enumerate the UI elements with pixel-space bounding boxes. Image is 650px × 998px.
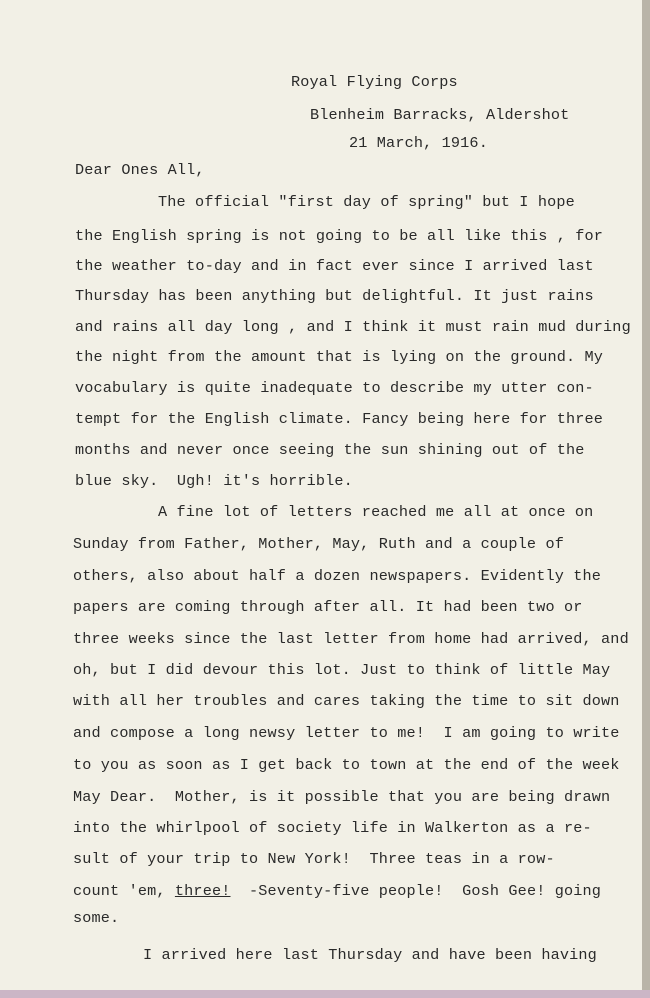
salutation: Dear Ones All, xyxy=(75,161,205,179)
paragraph1-line: The official "first day of spring" but I hope xyxy=(158,193,575,211)
letter-date: 21 March, 1916. xyxy=(349,134,488,152)
paragraph2-line: with all her troubles and cares taking the time to sit down xyxy=(73,692,620,710)
paragraph1-line: the English spring is not going to be all like this , for xyxy=(75,227,604,245)
letterhead-address: Blenheim Barracks, Aldershot xyxy=(310,106,570,124)
paragraph2-line: papers are coming through after all. It had been two or xyxy=(73,598,583,616)
text-before-underline: count 'em, xyxy=(73,882,175,900)
paragraph2-line: to you as soon as I get back to town at the end of the week xyxy=(73,756,620,774)
paragraph1-line: the night from the amount that is lying on the ground. My xyxy=(75,348,604,366)
background-strip xyxy=(0,990,650,998)
underlined-word: three! xyxy=(174,882,231,900)
paragraph2-line-emphasis xyxy=(73,882,601,900)
text-after-underline: -Seventy-five people! Gosh Gee! going xyxy=(230,882,602,900)
paragraph1-line: months and never once seeing the sun shining out of the xyxy=(75,441,585,459)
paragraph2-line: sult of your trip to New York! Three teas in a row- xyxy=(73,850,555,868)
paragraph2-line: May Dear. Mother, is it possible that you are being drawn xyxy=(73,788,611,806)
paragraph1-line: Thursday has been anything but delightful. It just rains xyxy=(75,287,594,305)
paragraph2-line: some. xyxy=(73,909,120,927)
paragraph2-line: oh, but I did devour this lot. Just to think of little May xyxy=(73,661,611,679)
paragraph2-line: and compose a long newsy letter to me! I am going to write xyxy=(73,724,620,742)
paragraph2-line: A fine lot of letters reached me all at once on xyxy=(158,503,594,521)
paragraph2-line: three weeks since the last letter from home had arrived, and xyxy=(73,630,629,648)
paragraph3-line: I arrived here last Thursday and have been having xyxy=(143,946,597,964)
paragraph2-line: into the whirlpool of society life in Walkerton as a re- xyxy=(73,819,592,837)
letterhead-organization: Royal Flying Corps xyxy=(291,73,458,91)
paragraph2-line: Sunday from Father, Mother, May, Ruth and a couple of xyxy=(73,535,564,553)
paragraph1-line: tempt for the English climate. Fancy being here for three xyxy=(75,410,604,428)
paragraph2-line: others, also about half a dozen newspapers. Evidently the xyxy=(73,567,602,585)
paragraph1-line: vocabulary is quite inadequate to describe my utter con- xyxy=(75,379,594,397)
page-edge-shadow xyxy=(642,0,650,990)
paragraph1-line: blue sky. Ugh! it's horrible. xyxy=(75,472,353,490)
paragraph1-line: and rains all day long , and I think it must rain mud during xyxy=(75,318,631,336)
paragraph1-line: the weather to-day and in fact ever since I arrived last xyxy=(75,257,594,275)
